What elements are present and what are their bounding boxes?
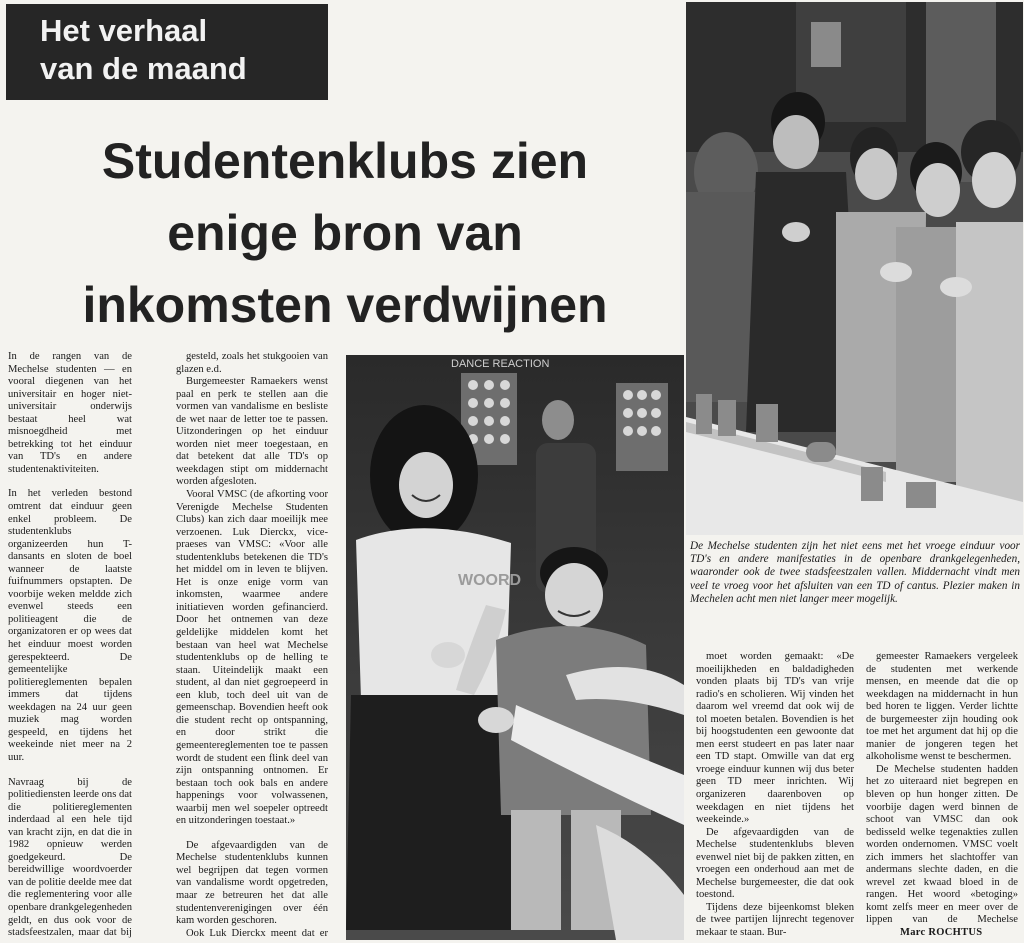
section-banner: [6, 4, 328, 100]
students-singing-photo: [686, 2, 1023, 535]
col1-paragraph: Navraag bij de politiediensten leerde ons dat die politiereglementen inderdaad al een hele tijd van kracht zijn, en dat die in 1982 opnieuw werden goedgekeurd. De bereidwillige woordvoerder van de politie deelde mee dat die reglementering voor alle openbare drankgelegenheden geldt, en dus ook voor de stadsfeestzalen, maar dat bij: [8, 776, 132, 939]
col4-paragraph: De Mechelse studenten hadden het zo uiteraard niet begrepen en bleven op hun honger zitten. De voorbije dagen werd binnen de schoot van VMSC dan ook bedisseld welke tegenakties zullen worden ondernomen. VMSC voelt zich immers het slachtoffer van andermans slechte daden, en die wrevel zet kwaad bloed in de rangen. Het woord «betoging» komt zelfs meer en meer over de lippen van de Mechelse: [866, 763, 1018, 926]
headline-line1: Studentenklubs zien: [101, 133, 589, 189]
headline-line2: enige bron van: [167, 205, 523, 261]
col2-paragraph: Vooral VMSC (de afkorting voor Verenigde Mechelse Studenten Clubs) kan zich daar moeilijk mee verzoenen. Luk Dierckx, vice-praeses van VMSC: «Voor alle studentenklubs betekenen die TD's het middel om in leven te blijven. Het is onze enige vorm van inkomsten, waarmee andere initiatieven worden gefinancierd. Door het ontnemen van deze geldelijke middelen komt het bestaan van heel wat Mechelse studentenklubs op de helling te staan. Uiteindelijk maakt een student, al dan niet gegroepeerd in een klub, toch deel uit van de gemeenschap. Bovendien heeft ook die student recht op ontspanning, en door strikt die gemeentereglementen toe te passen wordt de student een flink deel van zijn ontspanning ontnomen. Er bestaan toch ook bals en andere happenings voor volwassenen, waarbij men wel soepeler optreedt en uitzonderingen toestaat.»: [176, 489, 328, 827]
col3-paragraph: moet worden gemaakt: «De moeilijkheden en baldadigheden vonden plaats bij TD's van vrije radio's en scholieren. Wij vinden het daarom wel vreemd dat ook wij de tol moeten betalen. Bovendien is het bij hoogstudenten een gewoonte dat men eerst studeert en pas later naar een TD stapt. Omwille van dat erg vroege einduur kunnen wij dus beter geen TD meer inrichten. Wij organizeren daarenboven op weekdagen en niet tijdens het weekeinde.»: [696, 651, 854, 826]
col3-paragraph: Tijdens deze bijeenkomst bleken de twee partijen lijnrecht tegenover mekaar te staan. Bur-: [696, 901, 854, 939]
col2-paragraph: Burgemeester Ramaekers wenst paal en perk te stellen aan die vormen van vandalisme en besliste de wet naar de letter toe te passen. Uitzonderingen op het einduur worden niet meer toegestaan, en dat betekent dat alle TD's op weekdagen stipt om middernacht worden afgesloten.: [176, 376, 328, 488]
author-byline: Marc ROCHTUS: [900, 927, 983, 938]
article-column-3: [696, 651, 854, 943]
photo-caption: De Mechelse studenten zijn het niet eens met het vroege einduur voor TD's en andere manifestaties in de openbare drankgelegenheden, waaronder ook de twee stadsfeestzalen vallen. Middernacht vindt men veel te vroeg voor het afsluiten van een TD of cantus. Plezier maken in Mechelen acht men niet langer meer mogelijk.: [690, 540, 1020, 605]
shirt-text: WOORD: [458, 572, 522, 589]
article-column-4: [866, 651, 1018, 927]
col2-paragraph: De afgevaardigden van de Mechelse studentenklubs kunnen wel begrijpen dat tegen vormen van vandalisme wordt opgetreden, maar ze betreuren het dat alle studentenverenigingen over één kam worden geschoren.: [176, 839, 328, 927]
col2-paragraph: Ook Luk Dierckx meent dat er: [186, 927, 328, 939]
col2-paragraph: gesteld, zoals het stukgooien van glazen e.d.: [176, 351, 328, 375]
students-dancing-photo: [346, 355, 684, 940]
article-column-1: [8, 351, 132, 941]
students-dancing-illustration: [346, 355, 684, 940]
headline-line3: inkomsten verdwijnen: [82, 277, 608, 333]
photo-sign-text: DANCE REACTION: [451, 358, 550, 370]
col4-paragraph: gemeester Ramaekers vergeleek de studenten met werkende mensen, en meende dat die op weekdagen na middernacht in hun bed horen te liggen. Verder lichtte de burgemeester zijn houding ook toe met het argument dat hij op die manier de jongeren tegen het alkoholisme wenst te beschermen.: [866, 651, 1018, 763]
students-singing-illustration: [686, 2, 1023, 535]
col3-paragraph: De afgevaardigden van de Mechelse studentenklubs bleven evenwel niet bij de pakken zitten, en vroegen een onderhoud aan met de Mechelse burgemeester, die dat ook toestond.: [696, 826, 854, 901]
col1-paragraph: In het verleden bestond omtrent dat einduur geen enkel probleem. De studentenklubs organizeerden hun T-dansants en sloten de boel wanneer de laatste fuifnummers opstapten. De voorbije weken meldde zich evenwel steeds een politieagent die de organizatoren er op wees dat het einduur moest worden gerespekteerd. De gemeentelijke politiereglementen bepalen immers dat tijdens weekdagen na 24 uur geen muziek mag worden gespeeld, en tijdens het weekeinde niet meer na 2 uur.: [8, 488, 132, 763]
col1-paragraph: In de rangen van de Mechelse studenten — en vooral diegenen van het universitair en hoger niet-universitair onderwijs bestaat heel wat misnoegdheid met betrekking tot het einduur van TD's en andere studentenaktiviteiten.: [8, 351, 132, 475]
article-column-2: [176, 351, 328, 941]
section-title-line2: van de maand: [40, 51, 247, 86]
article-headline: [0, 125, 690, 341]
section-title-line1: Het verhaal: [40, 13, 208, 48]
